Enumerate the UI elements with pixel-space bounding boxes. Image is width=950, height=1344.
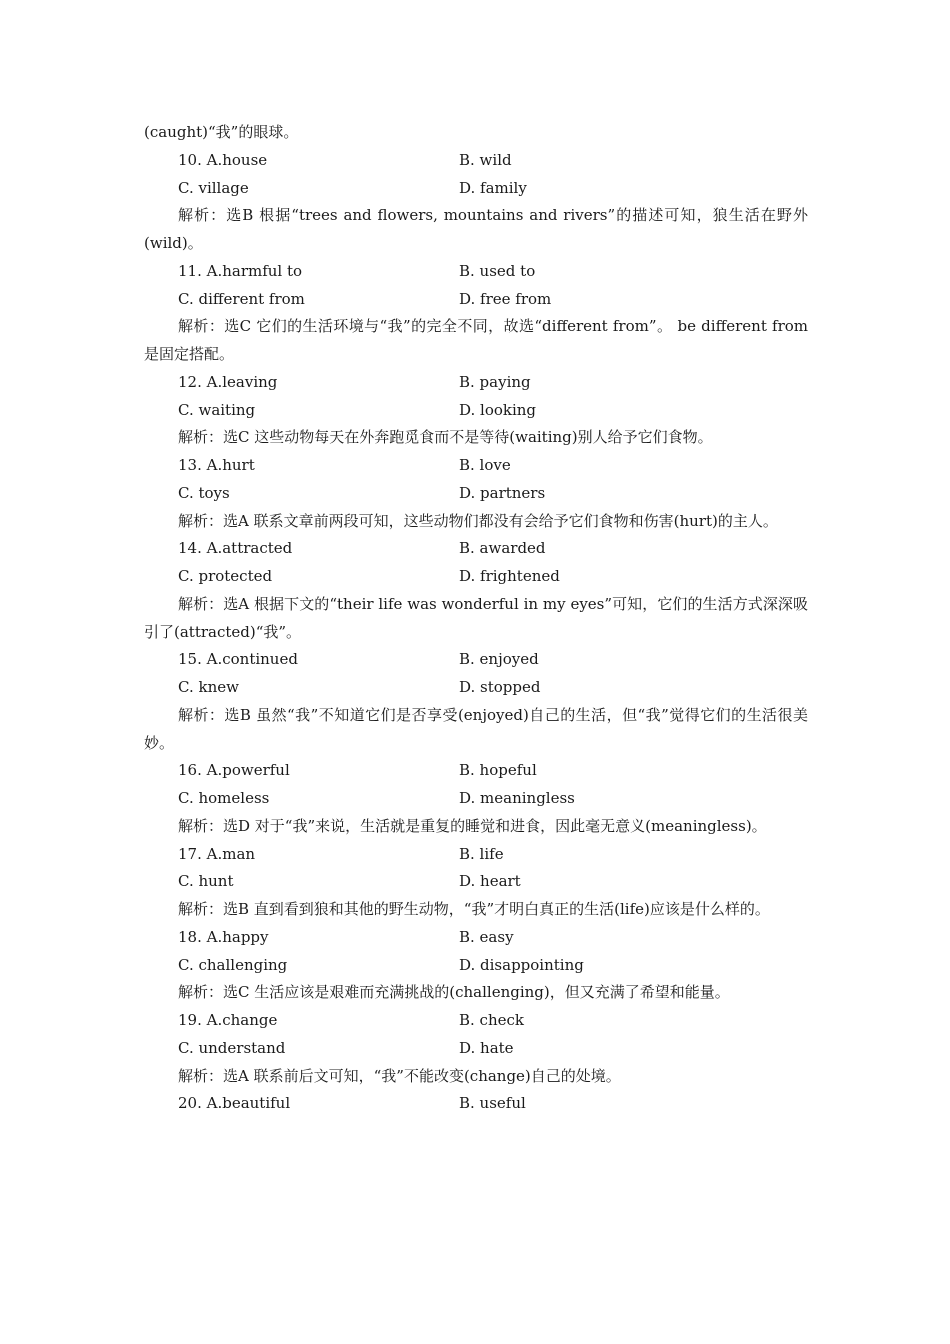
option-d: D. looking (459, 400, 537, 419)
explanation: 解析：选A 联系前后文可知，“我”不能改变(change)自己的处境。 (178, 1066, 621, 1085)
option-a: 18. A.happy (178, 927, 269, 946)
option-d: D. free from (459, 289, 552, 308)
option-d: D. heart (459, 872, 521, 891)
option-c: C. protected (178, 567, 273, 585)
option-b: B. useful (459, 1094, 526, 1113)
explanation: 解析：选C 这些动物每天在外奔跑觅食而不是等待(waiting)别人给予它们食物。 (178, 428, 713, 447)
option-b: B. love (459, 456, 511, 474)
option-a: 12. A.leaving (178, 372, 278, 391)
option-b: B. paying (459, 372, 531, 391)
question-options-row (144, 674, 808, 702)
question-options-row (144, 757, 808, 785)
option-c: C. challenging (178, 955, 288, 974)
option-d: D. hate (459, 1038, 514, 1057)
option-c: C. village (178, 178, 249, 197)
explanation: 解析：选B 直到看到狼和其他的野生动物，“我”才明白真正的生活(life)应该是什么样的。 (178, 900, 770, 918)
question-options-row (144, 785, 808, 813)
question-options-row (144, 1035, 808, 1063)
option-c: C. different from (178, 289, 305, 308)
option-d: D. frightened (459, 567, 560, 585)
question-options-row (144, 480, 808, 508)
option-c: C. knew (178, 678, 239, 696)
option-b: B. easy (459, 927, 514, 946)
question-options-row (144, 841, 808, 869)
explanation: 解析：选C 它们的生活环境与“我”的完全不同，故选“different from”。 be different from是固定搭配。 (144, 317, 808, 363)
option-b: B. awarded (459, 539, 546, 558)
question-options-row (144, 147, 808, 175)
option-b: B. wild (459, 150, 512, 169)
question-options-row (144, 452, 808, 480)
question-options-row (144, 286, 808, 314)
question-options-row (144, 369, 808, 397)
question-options-row (144, 924, 808, 952)
option-d: D. partners (459, 483, 546, 502)
document-content (144, 119, 808, 1118)
option-d: D. disappointing (459, 955, 584, 974)
question-options-row (144, 535, 808, 563)
question-options-row (144, 563, 808, 591)
explanation: 解析：选B 虽然“我”不知道它们是否享受(enjoyed)自己的生活，但“我”觉得它们的生活很美妙。 (144, 705, 808, 752)
question-options-row (144, 175, 808, 203)
question-options-row (144, 1007, 808, 1035)
option-c: C. homeless (178, 789, 270, 807)
question-options-row (144, 258, 808, 286)
option-d: D. meaningless (459, 789, 575, 807)
question-list (144, 147, 808, 1091)
option-b: B. life (459, 844, 504, 863)
option-a: 13. A.hurt (178, 456, 255, 474)
question-options-row (144, 646, 808, 674)
option-b: B. check (459, 1011, 524, 1029)
option-d: D. family (459, 178, 527, 197)
question-options-row (144, 397, 808, 425)
question-options-row (144, 868, 808, 896)
option-b: B. hopeful (459, 761, 537, 780)
question-options-row (144, 952, 808, 980)
explanation: 解析：选D 对于“我”来说，生活就是重复的睡觉和进食，因此毫无意义(meaningless)。 (178, 816, 767, 835)
explanation: 解析：选C 生活应该是艰难而充满挑战的(challenging)，但又充满了希望和能量。 (178, 983, 730, 1002)
option-a: 10. A.house (178, 150, 268, 169)
option-b: B. used to (459, 261, 536, 280)
option-a: 16. A.powerful (178, 761, 290, 780)
option-c: C. hunt (178, 872, 234, 891)
option-c: C. waiting (178, 400, 256, 419)
option-b: B. enjoyed (459, 650, 539, 669)
option-a: 17. A.man (178, 844, 256, 863)
option-c: C. understand (178, 1038, 286, 1057)
intro-line: (caught)“我”的眼球。 (144, 123, 299, 141)
explanation: 解析：选B 根据“trees and flowers, mountains and rivers”的描述可知，狼生活在野外(wild)。 (144, 206, 808, 252)
explanation: 解析：选A 联系文章前两段可知，这些动物们都没有会给予它们食物和伤害(hurt)的主人。 (178, 511, 778, 530)
explanation: 解析：选A 根据下文的“their life was wonderful in my eyes”可知，它们的生活方式深深吸引了(attracted)“我”。 (144, 594, 808, 641)
option-a: 19. A.change (178, 1011, 278, 1029)
question-20-options (144, 1090, 808, 1118)
option-a: 14. A.attracted (178, 539, 293, 558)
option-d: D. stopped (459, 678, 541, 696)
option-a: 11. A.harmful to (178, 261, 303, 280)
option-c: C. toys (178, 483, 230, 502)
option-a: 15. A.continued (178, 650, 298, 669)
option-a: 20. A.beautiful (178, 1094, 291, 1113)
